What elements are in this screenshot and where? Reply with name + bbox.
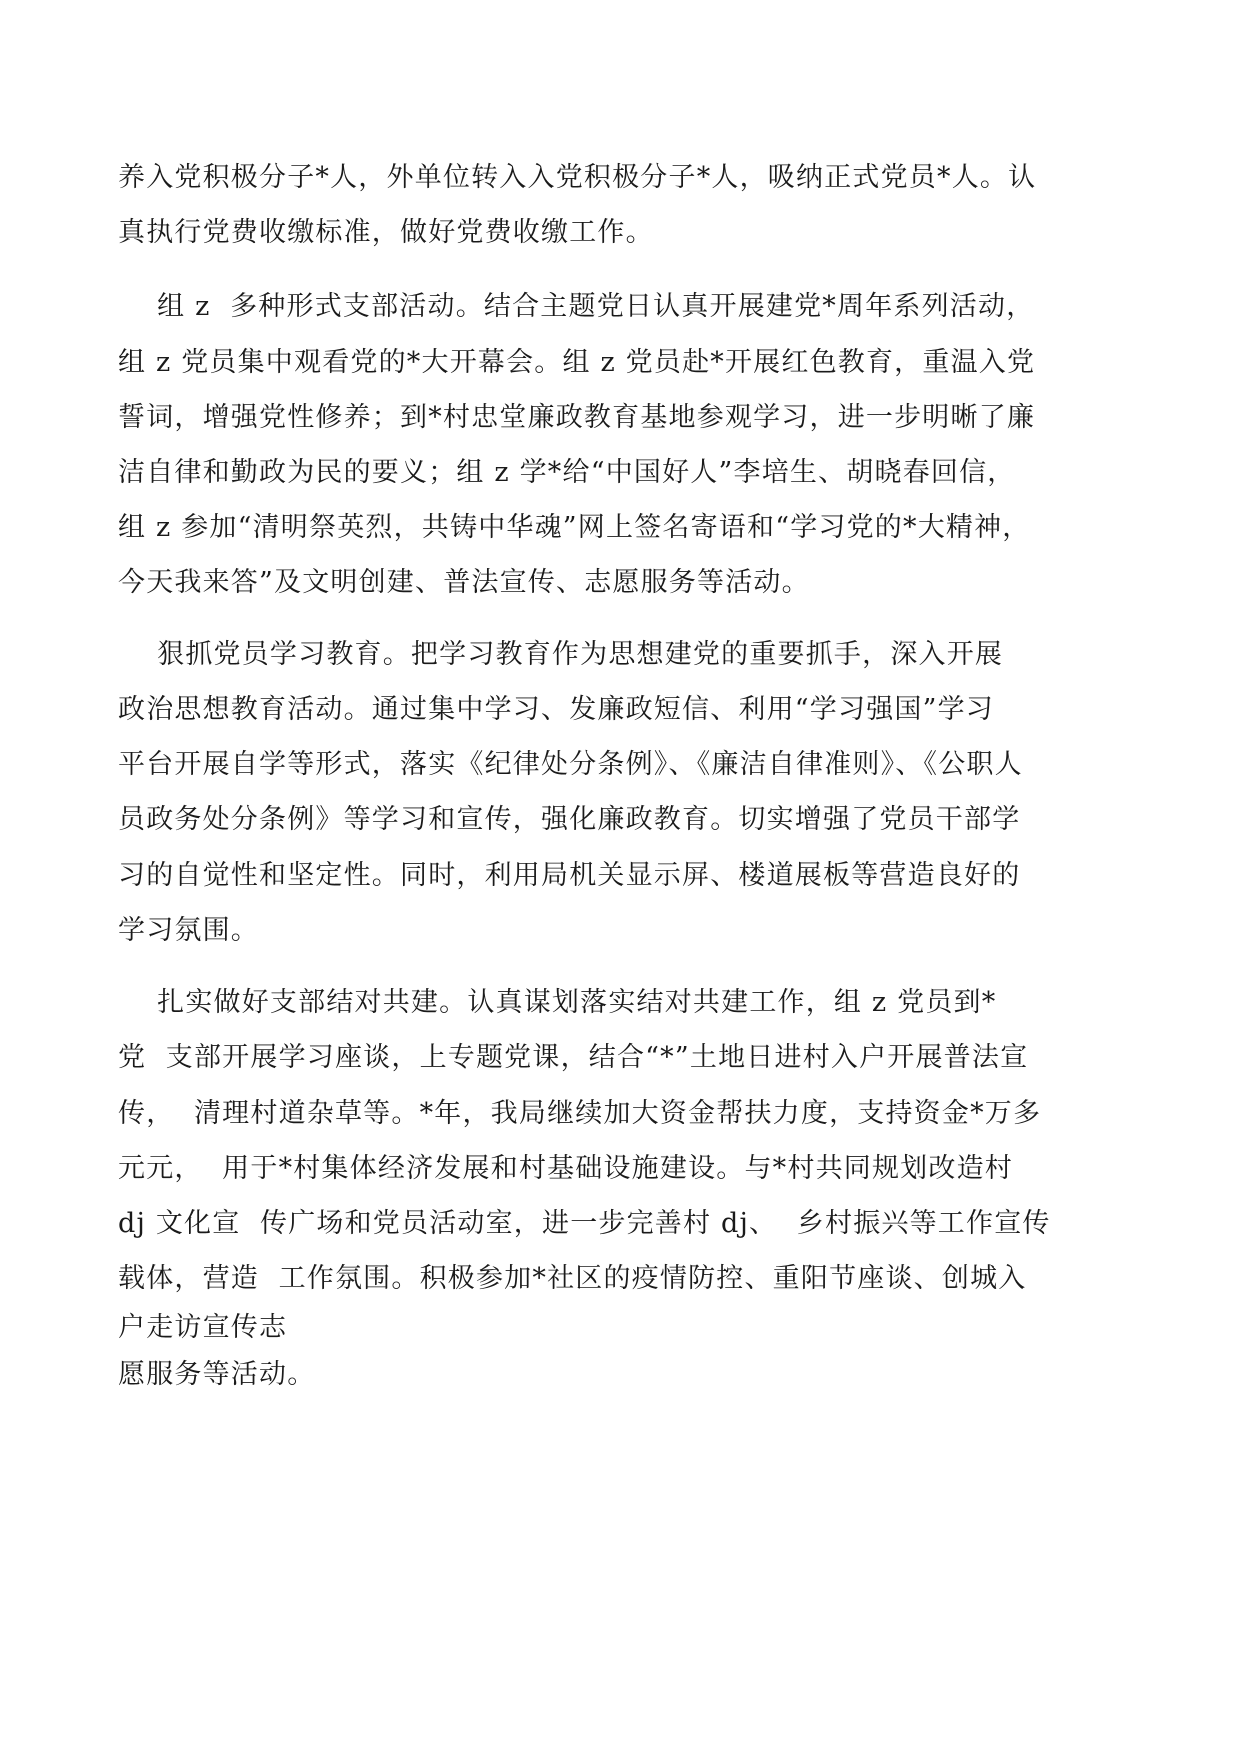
text-line: 党 支部开展学习座谈，上专题党课，结合“*”土地日进村入户开展普法宣 xyxy=(118,1042,1029,1073)
text-line: 组 z 多种形式支部活动。结合主题党日认真开展建党*周年系列活动， xyxy=(118,291,1035,322)
text-line: 扎实做好支部结对共建。认真谋划落实结对共建工作，组 z 党员到* xyxy=(118,987,997,1018)
text-line: 今天我来答”及文明创建、普法宣传、志愿服务等活动。 xyxy=(118,567,810,598)
text-line: 狠抓党员学习教育。把学习教育作为思想建党的重要抓手，深入开展 xyxy=(118,639,1004,670)
text-line: 组 z 参加“清明祭英烈，共铸中华魂”网上签名寄语和“学习党的*大精神， xyxy=(118,512,1031,543)
text-line: 誓词，增强党性修养；到*村忠堂廉政教育基地参观学习，进一步明晰了廉 xyxy=(118,402,1036,433)
text-line: 组 z 党员集中观看党的*大开幕会。组 z 党员赴*开展红色教育，重温入党 xyxy=(118,347,1036,378)
text-line: 平台开展自学等形式，落实《纪律处分条例》、《廉洁自律准则》、《公职人 xyxy=(118,749,1023,780)
text-line: 政治思想教育活动。通过集中学习、发廉政短信、利用“学习强国”学习 xyxy=(118,694,995,725)
text-line: 真执行党费收缴标准，做好党费收缴工作。 xyxy=(118,217,654,248)
text-line: dj 文化宣 传广场和党员活动室，进一步完善村 dj、 乡村振兴等工作宣传 xyxy=(118,1208,1051,1239)
text-line: 户走访宣传志 xyxy=(118,1312,288,1343)
text-line: 学习氛围。 xyxy=(118,915,259,946)
text-line: 传， 清理村道杂草等。*年，我局继续加大资金帮扶力度，支持资金*万多 xyxy=(118,1098,1042,1129)
text-line: 元元， 用于*村集体经济发展和村基础设施建设。与*村共同规划改造村 xyxy=(118,1153,1013,1184)
text-line: 养入党积极分子*人，外单位转入入党积极分子*人，吸纳正式党员*人。认 xyxy=(118,162,1037,193)
text-line: 员政务处分条例》等学习和宣传，强化廉政教育。切实增强了党员干部学 xyxy=(118,804,1021,835)
text-line: 习的自觉性和坚定性。同时，利用局机关显示屏、楼道展板等营造良好的 xyxy=(118,860,1021,891)
text-line: 愿服务等活动。 xyxy=(118,1359,316,1390)
text-line: 洁自律和勤政为民的要义；组 z 学*给“中国好人”李培生、胡晓春回信， xyxy=(118,457,1016,488)
text-line: 载体，营造 工作氛围。积极参加*社区的疫情防控、重阳节座谈、创城入 xyxy=(118,1263,1027,1294)
